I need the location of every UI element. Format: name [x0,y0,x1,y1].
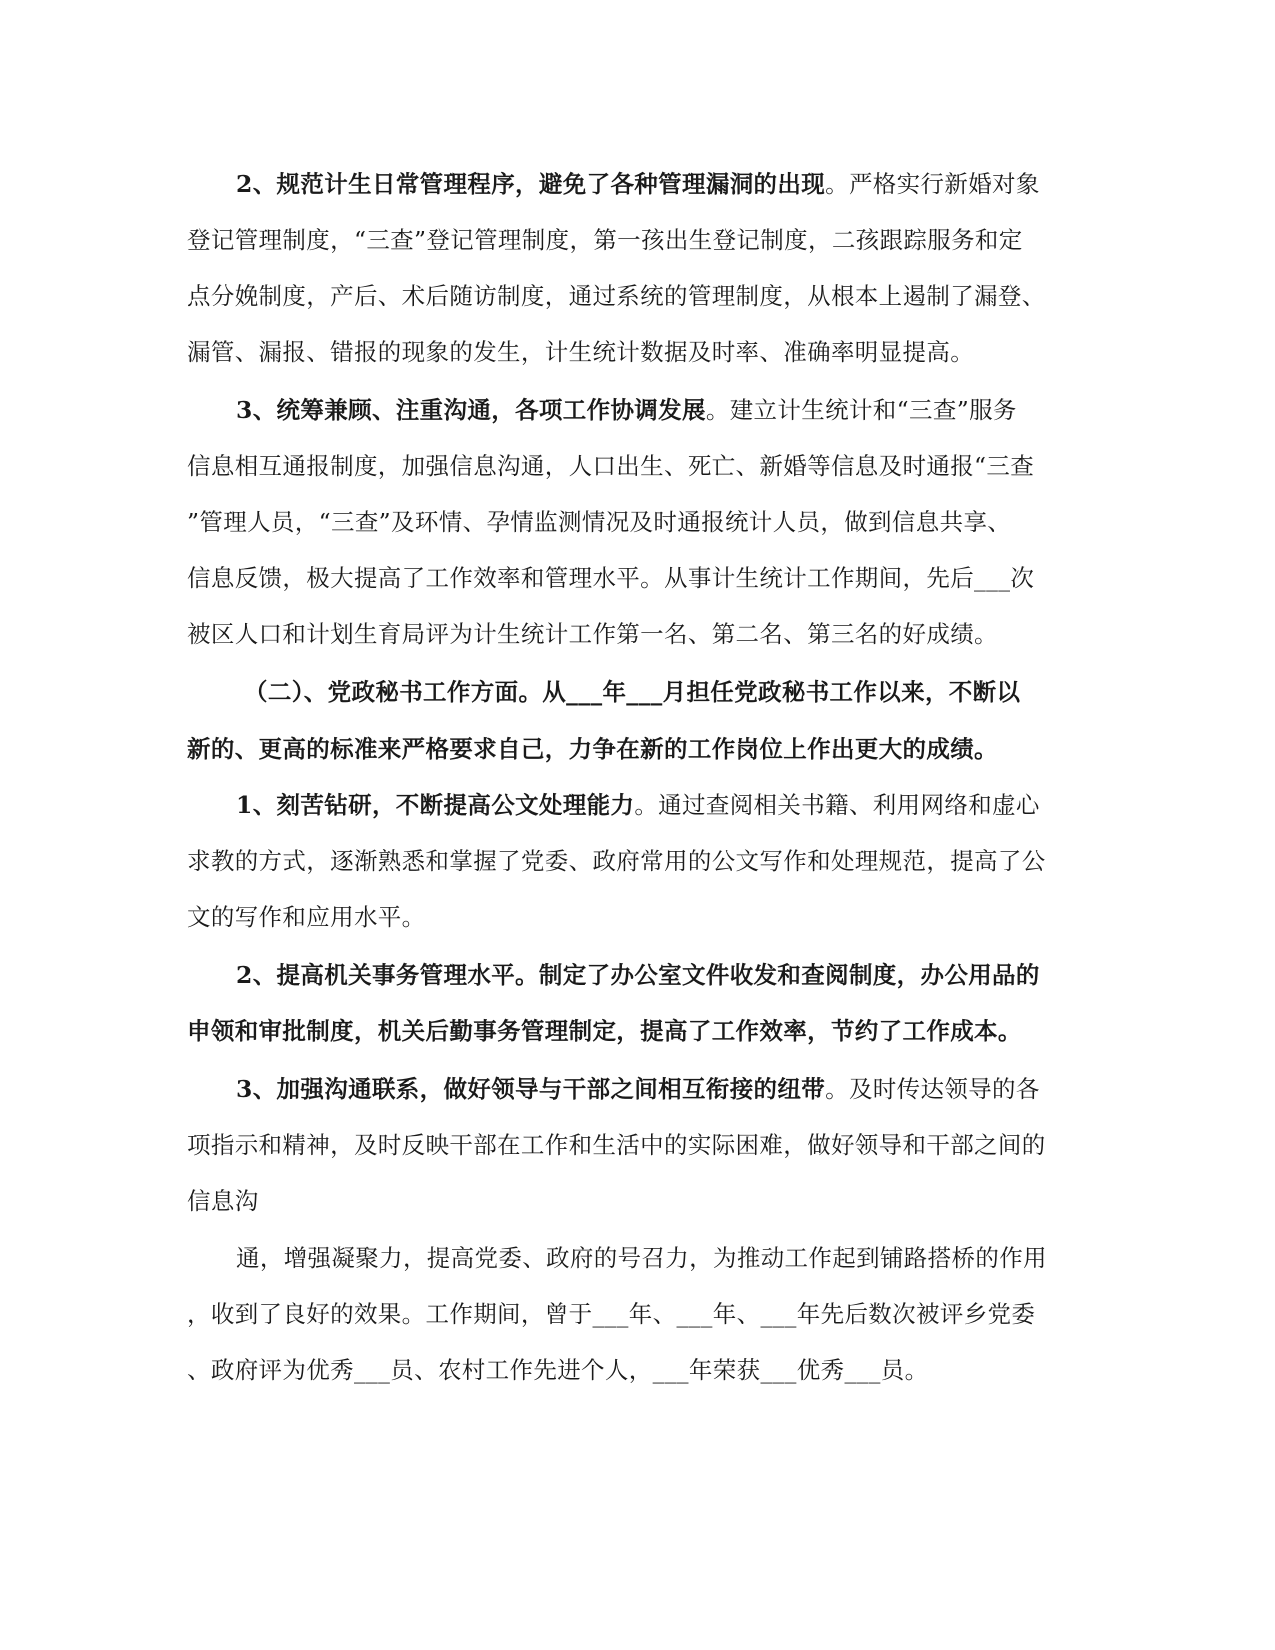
bold-heading: 3、加强沟通联系，做好领导与干部之间相互衔接的纽带 [236,1075,826,1103]
paragraph-line [187,1127,1087,1163]
body-text: 文的写作和应用水平。 [187,903,426,931]
paragraph-line [187,616,1087,652]
body-text: 求教的方式，逐渐熟悉和掌握了党委、政府常用的公文写作和处理规范，提高了公 [187,847,1046,875]
paragraph-line [187,504,1087,540]
section-heading-line [187,731,1087,767]
paragraph-line [187,222,1087,258]
paragraph-line [187,448,1087,484]
paragraph-line [187,1352,1087,1388]
paragraph-line [236,392,1136,428]
paragraph-line [187,334,1087,370]
paragraph-line [236,166,1136,202]
paragraph-line [187,278,1087,314]
body-text: 。通过查阅相关书籍、利用网络和虚心 [634,791,1040,819]
section-heading: （二）、党政秘书工作方面。从___年___月担任党政秘书工作以来，不断以 [244,678,1021,706]
body-text: 信息沟 [187,1187,259,1215]
body-text: 信息相互通报制度，加强信息沟通，人口出生、死亡、新婚等信息及时通报“三查 [187,452,1035,480]
body-text: 。严格实行新婚对象 [825,170,1040,198]
section-heading: 新的、更高的标准来严格要求自己，力争在新的工作岗位上作出更大的成绩。 [187,735,998,763]
paragraph-line [187,560,1087,596]
bold-heading: 2、规范计生日常管理程序，避免了各种管理漏洞的出现 [236,170,826,198]
bold-heading: 2、提高机关事务管理水平。制定了办公室文件收发和查阅制度，办公用品的 [236,961,1040,989]
body-text: 登记管理制度，“三查”登记管理制度，第一孩出生登记制度，二孩跟踪服务和定 [187,226,1023,254]
body-text: 通，增强凝聚力，提高党委、政府的号召力，为推动工作起到铺路搭桥的作用 [236,1244,1047,1272]
bold-heading: 3、统筹兼顾、注重沟通，各项工作协调发展 [236,396,706,424]
paragraph-line [236,957,1136,993]
paragraph-line [187,1183,1087,1219]
paragraph-line [236,1240,1136,1276]
section-heading-line [244,674,1144,710]
bold-text: 申领和审批制度，机关后勤事务管理制定，提高了工作效率，节约了工作成本。 [187,1017,1022,1045]
paragraph-line [236,787,1136,823]
body-text: 。及时传达领导的各 [825,1075,1040,1103]
paragraph-line [187,1296,1087,1332]
paragraph-line [187,1013,1087,1049]
body-text: ”管理人员，“三查”及环情、孕情监测情况及时通报统计人员，做到信息共享、 [187,508,1012,536]
body-text: 点分娩制度，产后、术后随访制度，通过系统的管理制度，从根本上遏制了漏登、 [187,282,1046,310]
paragraph-line [187,843,1087,879]
body-text: 信息反馈，极大提高了工作效率和管理水平。从事计生统计工作期间，先后___次 [187,564,1035,592]
body-text: 、政府评为优秀___员、农村工作先进个人，___年荣获___优秀___员。 [187,1356,929,1384]
bold-heading: 1、刻苦钻研，不断提高公文处理能力 [236,791,635,819]
paragraph-line [236,1071,1136,1107]
body-text: 。建立计生统计和“三查”服务 [705,396,1017,424]
body-text: 漏管、漏报、错报的现象的发生，计生统计数据及时率、准确率明显提高。 [187,338,975,366]
body-text: ，收到了良好的效果。工作期间，曾于___年、___年、___年先后数次被评乡党委 [187,1300,1036,1328]
paragraph-line [187,899,1087,935]
body-text: 被区人口和计划生育局评为计生统计工作第一名、第二名、第三名的好成绩。 [187,620,998,648]
body-text: 项指示和精神，及时反映干部在工作和生活中的实际困难，做好领导和干部之间的 [187,1131,1046,1159]
